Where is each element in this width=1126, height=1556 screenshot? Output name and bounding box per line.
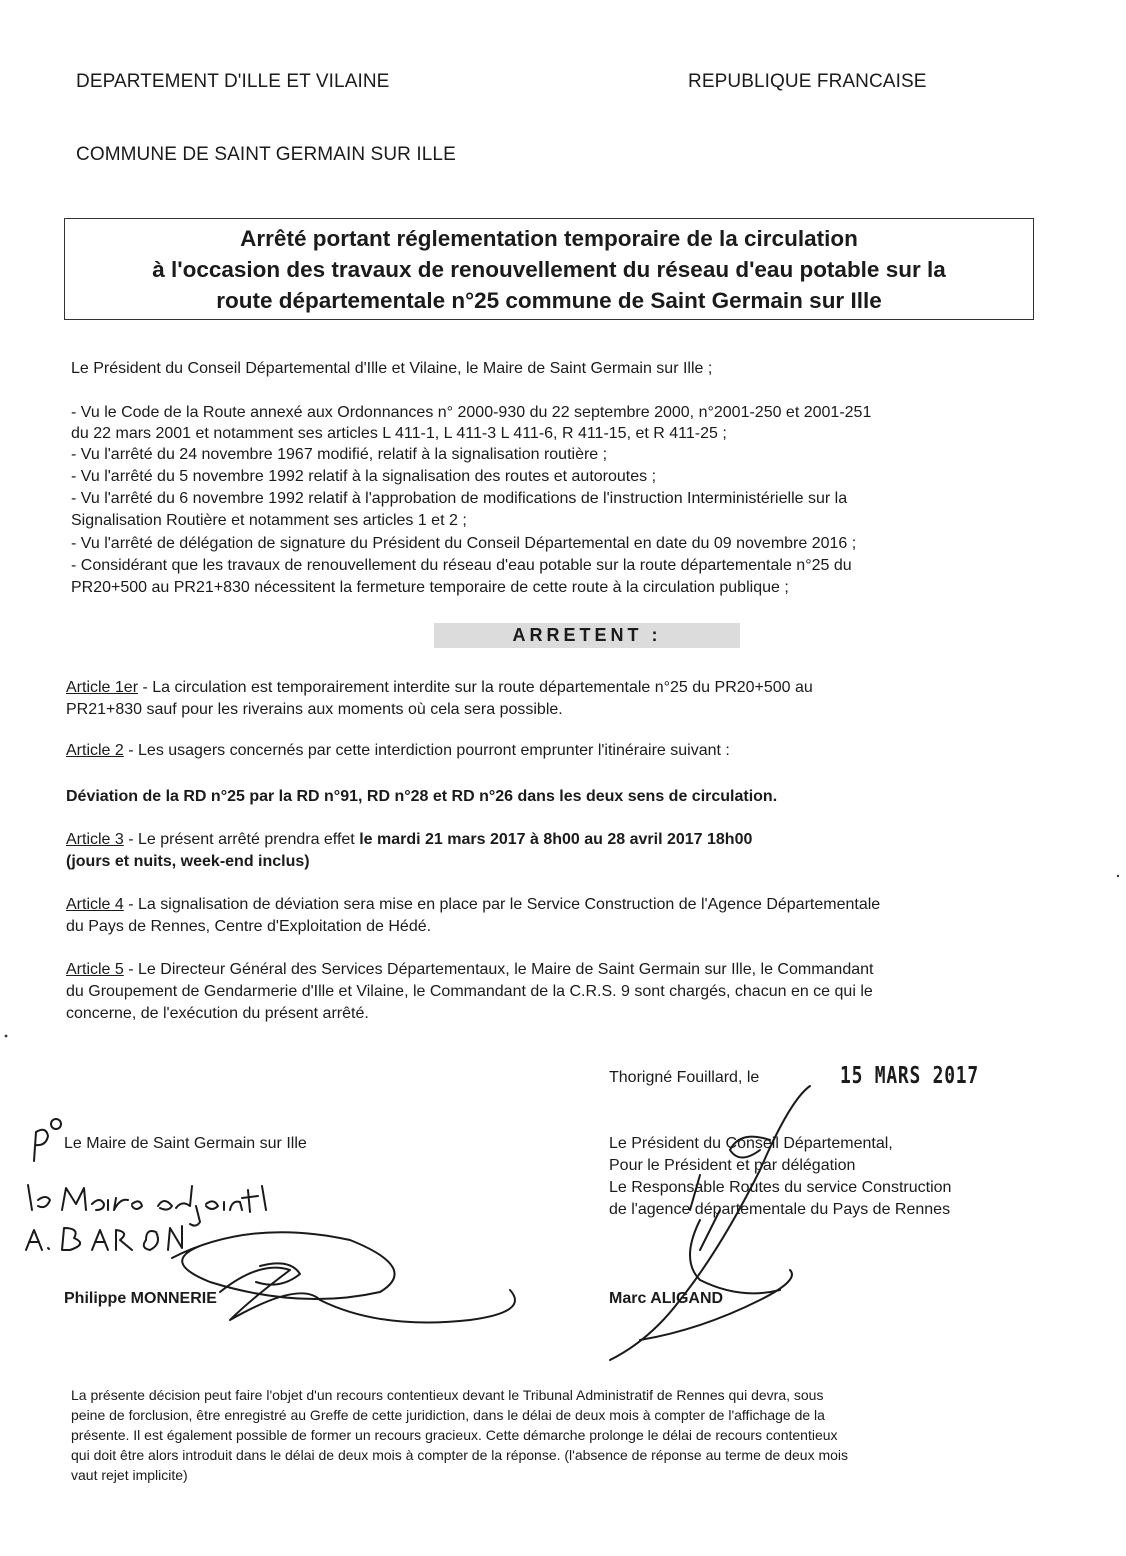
president-line-2: Pour le Président et par délégation bbox=[609, 1157, 856, 1174]
title-line-3: route départementale n°25 commune de Saint Germain sur Ille bbox=[216, 288, 882, 313]
mayor-title: Le Maire de Saint Germain sur Ille bbox=[64, 1135, 307, 1152]
article-3-label: Article 3 bbox=[66, 831, 124, 848]
preamble-line: - Vu l'arrêté du 24 novembre 1967 modifié, relatif à la signalisation routière ; bbox=[71, 446, 608, 463]
article-2-label: Article 2 bbox=[66, 742, 124, 759]
commune-header: COMMUNE DE SAINT GERMAIN SUR ILLE bbox=[76, 144, 456, 165]
handwritten-po bbox=[34, 1119, 61, 1161]
mayor-name: Philippe MONNERIE bbox=[64, 1290, 217, 1307]
preamble-line: - Vu le Code de la Route annexé aux Ordonnances n° 2000-930 du 22 septembre 2000, n°2001-250 et 2001-251 bbox=[71, 404, 872, 421]
preamble-line: - Vu l'arrêté du 6 novembre 1992 relatif à l'approbation de modifications de l'instruction Interministérielle sur la bbox=[71, 490, 848, 507]
article-3-line-2: (jours et nuits, week-end inclus) bbox=[66, 853, 310, 870]
article-1-text: - La circulation est temporairement interdite sur la route départementale n°25 du PR20+500 au bbox=[138, 679, 813, 696]
place-date: Thorigné Fouillard, le bbox=[609, 1069, 760, 1086]
title-line-2: à l'occasion des travaux de renouvellement du réseau d'eau potable sur la bbox=[152, 257, 946, 282]
footer-line: qui doit être alors introduit dans le délai de deux mois à compter de la réponse. (l'absence de réponse au terme de deux mois bbox=[71, 1447, 849, 1463]
preamble-intro: Le Président du Conseil Départemental d'Ille et Vilaine, le Maire de Saint Germain sur Ille ; bbox=[71, 360, 713, 377]
article-5-text: - Le Directeur Général des Services Départementaux, le Maire de Saint Germain sur Ille, le Commandant bbox=[123, 961, 874, 978]
title-line-1: Arrêté portant réglementation temporaire de la circulation bbox=[240, 226, 858, 251]
department-header: DEPARTEMENT D'ILLE ET VILAINE bbox=[76, 71, 390, 92]
mayor-signature bbox=[172, 1232, 515, 1322]
article-1-label: Article 1er bbox=[66, 679, 139, 696]
arretent-heading: ARRETENT : bbox=[434, 623, 740, 648]
article-1-line-2: PR21+830 sauf pour les riverains aux moments où cela sera possible. bbox=[66, 701, 563, 718]
president-line-1: Le Président du Conseil Départemental, bbox=[609, 1135, 893, 1152]
article-5-line-2: du Groupement de Gendarmerie d'Ille et Vilaine, le Commandant de la C.R.S. 9 sont chargés, chacun en ce qui le bbox=[66, 983, 873, 1000]
preamble-line: - Vu l'arrêté de délégation de signature du Président du Conseil Départemental en date du 09 novembre 2016 ; bbox=[71, 535, 857, 552]
article-3-text: - Le présent arrêté prendra effet bbox=[123, 831, 360, 848]
article-5-label: Article 5 bbox=[66, 961, 124, 978]
date-stamp: 15 MARS 2017 bbox=[840, 1063, 979, 1089]
preamble-line: - Considérant que les travaux de renouvellement du réseau d'eau potable sur la route départementale n°25 du bbox=[71, 557, 852, 574]
article-4-text: - La signalisation de déviation sera mise en place par le Service Construction de l'Agence Départementale bbox=[123, 896, 881, 913]
footer-line: vaut rejet implicite) bbox=[71, 1467, 188, 1483]
handwritten-maire-adjoint bbox=[28, 1185, 266, 1226]
article-4-label: Article 4 bbox=[66, 896, 124, 913]
deviation-text: Déviation de la RD n°25 par la RD n°91, RD n°28 et RD n°26 dans les deux sens de circulation. bbox=[66, 788, 778, 805]
footer-line: présente. Il est également possible de former un recours gracieux. Cette démarche prolonge le délai de recours contentieux bbox=[71, 1427, 838, 1443]
president-line-3: Le Responsable Routes du service Construction bbox=[609, 1179, 952, 1196]
article-5-line-3: concerne, de l'exécution du présent arrêté. bbox=[66, 1005, 369, 1022]
footer-line: La présente décision peut faire l'objet d'un recours contentieux devant le Tribunal Administratif de Rennes qui devra, sous bbox=[71, 1387, 824, 1403]
preamble-line: Signalisation Routière et notamment ses articles 1 et 2 ; bbox=[71, 512, 467, 529]
preamble-line: du 22 mars 2001 et notamment ses articles L 411-1, L 411-3 L 411-6, R 411-15, et R 411-25 ; bbox=[71, 425, 727, 442]
preamble-line: - Vu l'arrêté du 5 novembre 1992 relatif à la signalisation des routes et autoroutes ; bbox=[71, 468, 657, 485]
footer-line: peine de forclusion, être enregistré au Greffe de cette juridiction, dans le délai de deux mois à compter de l'affichage de la bbox=[71, 1407, 825, 1423]
handwritten-baron bbox=[26, 1226, 182, 1250]
president-line-4: de l'agence départementale du Pays de Rennes bbox=[609, 1201, 951, 1218]
article-4-line-2: du Pays de Rennes, Centre d'Exploitation de Hédé. bbox=[66, 918, 432, 935]
preamble-line: PR20+500 au PR21+830 nécessitent la fermeture temporaire de cette route à la circulation publique ; bbox=[71, 579, 789, 596]
president-name: Marc ALIGAND bbox=[609, 1290, 724, 1307]
article-2-text: - Les usagers concernés par cette interdiction pourront emprunter l'itinéraire suivant : bbox=[123, 742, 730, 759]
article-3-dates: le mardi 21 mars 2017 à 8h00 au 28 avril 2017 18h00 bbox=[359, 831, 753, 848]
president-signature bbox=[610, 1086, 810, 1360]
republic-header: REPUBLIQUE FRANCAISE bbox=[688, 71, 927, 92]
